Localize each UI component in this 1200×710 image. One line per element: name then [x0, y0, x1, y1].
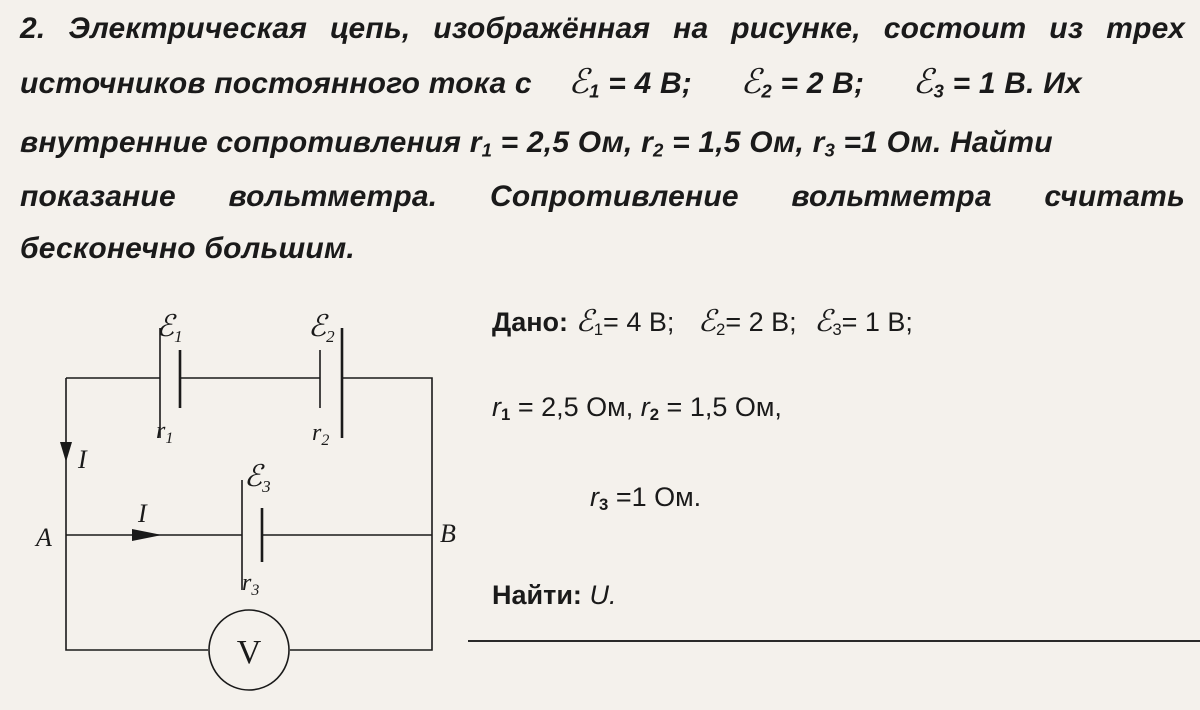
given-line-3 [590, 482, 701, 513]
given-r2-symbol: r [640, 392, 650, 422]
given-e2-index: 2 [716, 320, 726, 340]
circuit-diagram [20, 290, 490, 710]
line3-c: = 1,5 Ом, r [672, 126, 825, 159]
voltmeter-label: V [236, 634, 262, 671]
given-e3-index: 3 [832, 320, 842, 340]
emf2-symbol: ℰ [740, 64, 762, 101]
label-current-left: I [78, 445, 87, 474]
given-r2-value: = 1,5 Ом, [666, 392, 782, 422]
emf3-value: = 1 В. Их [952, 67, 1082, 100]
top-wire-right [290, 378, 432, 650]
problem-line-4: показание вольтметра. Сопротивление вольтметра считать [20, 180, 1185, 213]
given-line-2 [492, 392, 782, 423]
label-r2: $r_2$ [312, 420, 330, 449]
given-e1-value: = 4 В; [603, 307, 675, 337]
given-e3-value: = 1 В; [841, 307, 913, 337]
given-e2-value: = 2 В; [725, 307, 797, 337]
problem-line-2 [20, 62, 1082, 102]
emf1-index: 1 [589, 80, 600, 102]
given-e1-index: 1 [593, 320, 604, 340]
line3-a: внутренние сопротивления r [20, 126, 482, 159]
given-emf1-symbol: ℰ [575, 305, 594, 338]
label-r1: $r_1$ [156, 418, 174, 447]
given-r3-value: =1 Ом. [615, 482, 702, 512]
given-divider [468, 640, 1200, 642]
label-emf2: ℰ$_2$ [308, 310, 335, 346]
emf1-value: = 4 В; [608, 67, 692, 100]
find-label: Найти: [492, 580, 582, 610]
r3-index: 3 [824, 139, 835, 161]
left-wire [66, 378, 208, 650]
given-r2-index: 2 [649, 405, 660, 425]
problem-line-1: 2. Электрическая цепь, изображённая на рисунке, состоит из трех [20, 12, 1185, 45]
current-arrow-middle [132, 529, 162, 541]
line3-b: = 2,5 Ом, r [500, 126, 654, 159]
given-r1-index: 1 [501, 405, 511, 425]
emf3-symbol: ℰ [912, 64, 934, 101]
given-r3-index: 3 [599, 495, 609, 515]
given-emf3-symbol: ℰ [814, 305, 833, 338]
r1-index: 1 [481, 139, 493, 161]
line3-d: =1 Ом. Найти [843, 126, 1053, 159]
problem-line-2-prefix: источников постоянного тока с [20, 67, 532, 100]
current-arrow-left [60, 442, 72, 462]
given-r3-symbol: r [590, 482, 599, 512]
find-line [492, 580, 616, 611]
label-r3: $r_3$ [242, 570, 260, 599]
label-node-b: B [440, 519, 456, 548]
given-emf2-symbol: ℰ [697, 305, 717, 338]
r2-index: 2 [653, 139, 664, 161]
given-label: Дано: [492, 307, 569, 337]
given-r1-value: = 2,5 Ом, [517, 392, 634, 422]
find-value: U. [589, 580, 617, 610]
given-line-1 [492, 304, 913, 339]
emf3-index: 3 [933, 80, 945, 102]
given-r1-symbol: r [492, 392, 501, 422]
emf2-value: = 2 В; [780, 67, 865, 100]
emf2-index: 2 [761, 80, 772, 102]
emf1-symbol: ℰ [568, 64, 590, 101]
label-emf1: ℰ$_1$ [156, 310, 183, 346]
label-node-a: A [36, 523, 52, 552]
label-emf3: ℰ$_3$ [244, 460, 271, 496]
problem-line-3 [20, 126, 1053, 160]
label-current-middle: I [138, 499, 147, 528]
problem-line-5: бесконечно большим. [20, 232, 355, 265]
